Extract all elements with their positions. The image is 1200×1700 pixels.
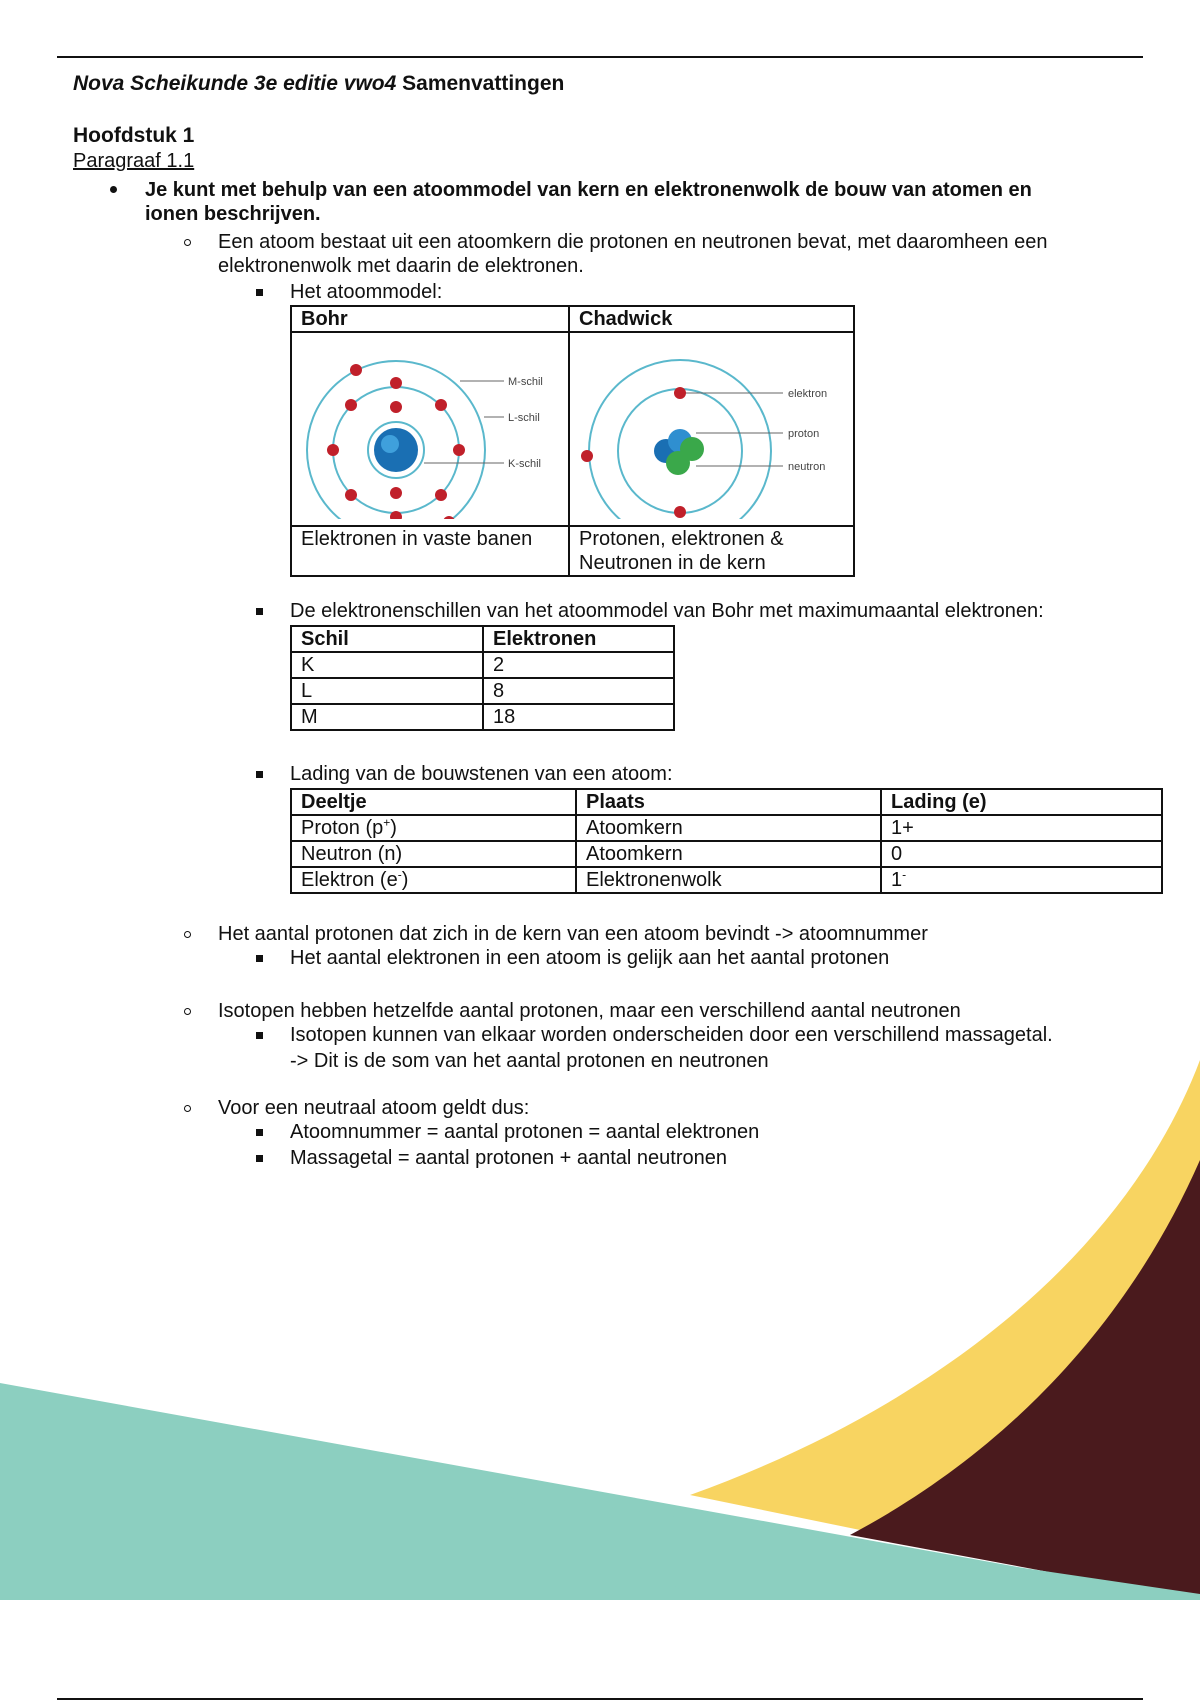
chapter-heading: Hoofdstuk 1: [73, 124, 195, 147]
shell-name: K: [291, 652, 483, 678]
particle-name: [291, 841, 576, 867]
charges-header-charge: Lading (e): [881, 789, 1162, 815]
atom-model-table: [290, 305, 855, 577]
table-row: [291, 652, 674, 678]
shell-electrons: 2: [483, 652, 674, 678]
charge-sup: -: [902, 867, 907, 882]
charges-table: [290, 788, 1163, 894]
charge-value: 0: [891, 843, 903, 865]
point4-sub-2: Massagetal = aantal protonen + aantal neutronen: [290, 1147, 727, 1169]
bohr-header: Bohr: [291, 306, 569, 332]
bullet-circle: [184, 239, 191, 246]
bohr-atom-diagram: [292, 333, 568, 519]
particle-charge: [881, 867, 1162, 893]
point4-sub-1: Atoomnummer = aantal protonen = aantal elektronen: [290, 1121, 760, 1143]
bullet-square: [256, 1032, 263, 1039]
title-normal: Samenvattingen: [402, 72, 565, 95]
table-row: [291, 678, 674, 704]
chadwick-model-cell: [569, 332, 854, 526]
charges-header-particle: Deeltje: [291, 789, 576, 815]
bullet-circle: [184, 931, 191, 938]
bohr-caption: Elektronen in vaste banen: [291, 526, 569, 576]
table-row: [291, 841, 1162, 867]
shells-intro: De elektronenschillen van het atoommodel van Bohr met maximumaantal elektronen:: [290, 600, 1044, 622]
chadwick-caption: [569, 526, 854, 576]
paragraph-heading: Paragraaf 1.1: [73, 150, 195, 172]
particle-sup: +: [383, 815, 391, 830]
charge-value: 1: [891, 869, 903, 891]
particle-name: [291, 867, 576, 893]
particle-charge: [881, 841, 1162, 867]
bullet-square: [256, 955, 263, 962]
bullet-dot: [110, 186, 117, 193]
chadwick-label-e: elektron: [788, 388, 828, 400]
bullet-circle: [184, 1008, 191, 1015]
chadwick-caption-line-2: Neutronen in de kern: [579, 552, 766, 574]
chadwick-caption-line-1: Protonen, elektronen &: [579, 528, 784, 550]
table-row: [291, 704, 674, 730]
particle-close: ): [390, 817, 397, 839]
bohr-label-k: K-schil: [508, 458, 542, 470]
chadwick-atom-diagram: [570, 333, 853, 519]
shells-header-electrons: Elektronen: [483, 626, 674, 652]
particle-close: ): [401, 869, 409, 891]
point1-line-2: elektronenwolk met daarin de elektronen.: [218, 255, 584, 277]
chadwick-label-p: proton: [788, 428, 820, 440]
point2-main: Het aantal protonen dat zich in de kern van een atoom bevindt -> atoomnummer: [218, 923, 928, 945]
charge-value: 1+: [891, 817, 914, 839]
point3-sub-line-1: Isotopen kunnen van elkaar worden onderscheiden door een verschillend massagetal.: [290, 1024, 1053, 1046]
shell-electrons: 8: [483, 678, 674, 704]
bohr-model-cell: [291, 332, 569, 526]
point3-sub-line-2: -> Dit is de som van het aantal protonen en neutronen: [290, 1050, 769, 1072]
chadwick-header: Chadwick: [569, 306, 854, 332]
particle-label: Neutron (n): [301, 843, 403, 865]
particle-label: Proton (p: [301, 817, 384, 839]
bullet-square: [256, 1129, 263, 1136]
bullet-square: [256, 289, 263, 296]
bullet-square: [256, 771, 263, 778]
shell-name: L: [291, 678, 483, 704]
shells-header-shell: Schil: [291, 626, 483, 652]
shell-name: M: [291, 704, 483, 730]
point1-line-1: Een atoom bestaat uit een atoomkern die protonen en neutronen bevat, met daaromheen een: [218, 231, 1048, 253]
particle-label: Elektron (e: [301, 869, 398, 891]
top-rule: [57, 56, 1143, 58]
particle-place: Atoomkern: [576, 841, 881, 867]
bohr-label-l: L-schil: [508, 412, 540, 424]
models-intro: Het atoommodel:: [290, 281, 443, 303]
particle-place: Elektronenwolk: [576, 867, 881, 893]
bullet-square: [256, 608, 263, 615]
bullet-square: [256, 1155, 263, 1162]
particle-name: [291, 815, 576, 841]
particle-sup: -: [397, 867, 402, 882]
chadwick-label-n: neutron: [788, 461, 826, 473]
table-row: [291, 867, 1162, 893]
shells-table: [290, 625, 675, 731]
objective-line-2: ionen beschrijven.: [145, 203, 321, 225]
particle-charge: [881, 815, 1162, 841]
table-row: [291, 815, 1162, 841]
charges-header-place: Plaats: [576, 789, 881, 815]
document-title: [73, 72, 564, 96]
particle-place: Atoomkern: [576, 815, 881, 841]
point4-main: Voor een neutraal atoom geldt dus:: [218, 1097, 530, 1119]
bullet-circle: [184, 1105, 191, 1112]
point3-main: Isotopen hebben hetzelfde aantal protonen, maar een verschillend aantal neutronen: [218, 1000, 961, 1022]
objective-line-1: Je kunt met behulp van een atoommodel van kern en elektronenwolk de bouw van atomen en: [145, 179, 1032, 201]
shell-electrons: 18: [483, 704, 674, 730]
charges-intro: Lading van de bouwstenen van een atoom:: [290, 763, 673, 785]
title-italic: Nova Scheikunde 3e editie vwo4: [73, 72, 397, 95]
bohr-label-m: M-schil: [508, 376, 543, 388]
point2-sub: Het aantal elektronen in een atoom is gelijk aan het aantal protonen: [290, 947, 890, 969]
